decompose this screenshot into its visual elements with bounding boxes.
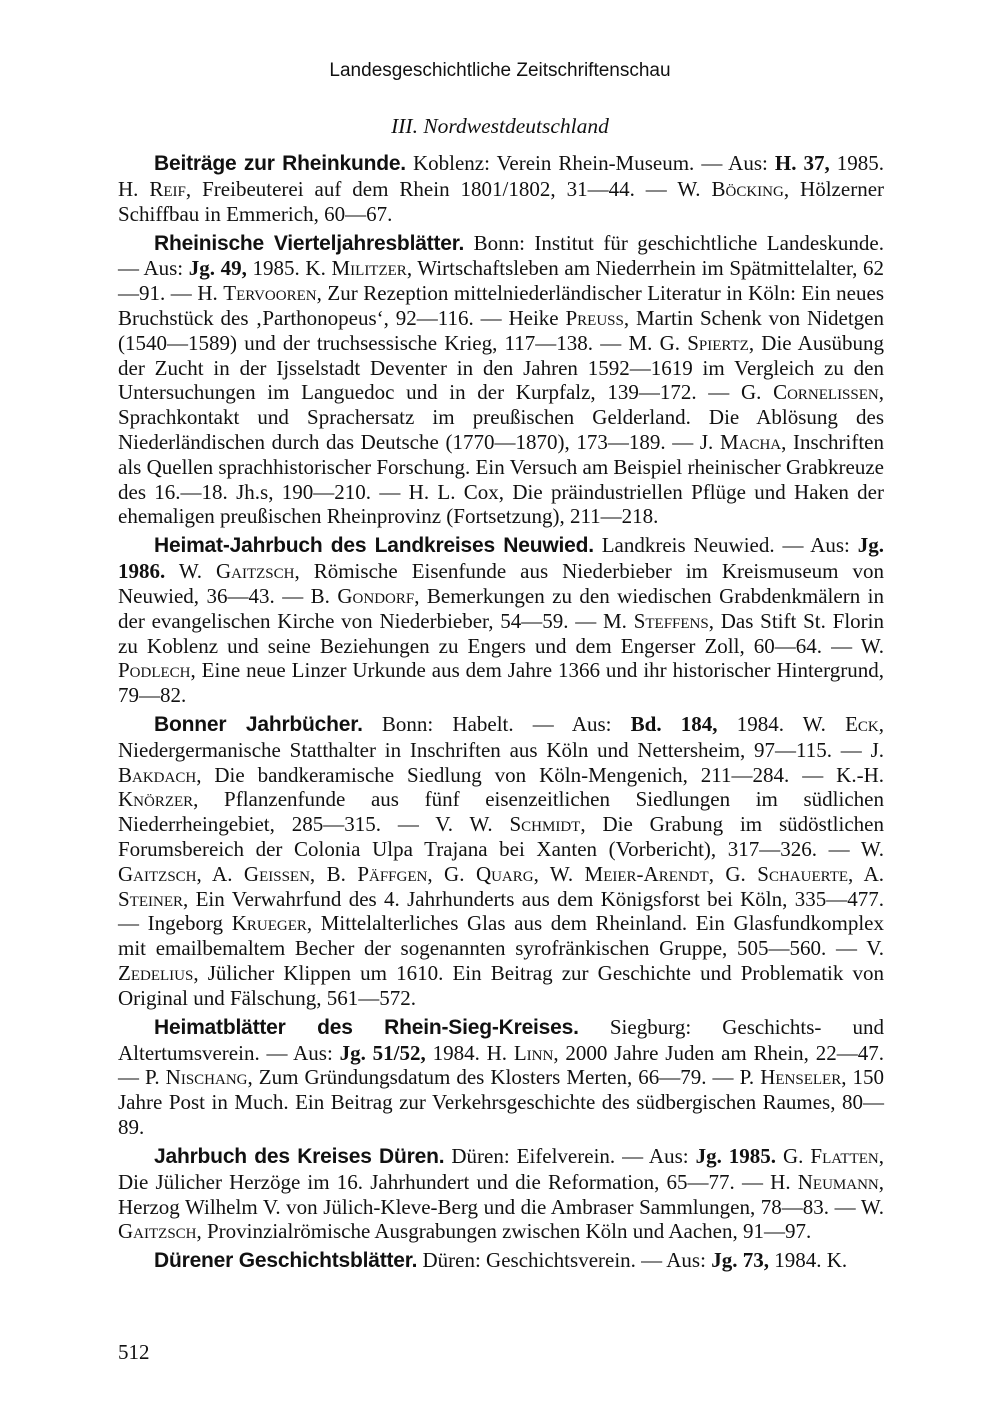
entry-text: , Provinzialrömische Ausgrabungen zwischen Köln und Aachen, 91—97.	[196, 1219, 812, 1244]
journal-entry-heimat-jahrbuch-neuwied	[118, 533, 884, 708]
author-name: Nischang	[165, 1065, 248, 1090]
running-head: Landesgeschichtliche Zeitschriftenschau	[329, 60, 671, 81]
entry-text: , Römische Eisenfunde aus Niederbieber im Kreismuseum von Neuwied, 36—43. — B.	[118, 559, 884, 608]
author-name: Tervooren	[223, 281, 317, 306]
entry-text: , Martin Schenk von Nidetgen (1540—1589) und der truchsessische Krieg, 117—138. — M. G.	[118, 305, 885, 355]
section-title: III. Nordwestdeutschland	[391, 114, 609, 138]
author-name: Gaitzsch	[215, 559, 295, 584]
author-name: Steiner	[118, 886, 183, 911]
entry-text: Landkreis Neuwied. — Aus:	[593, 533, 858, 558]
volume-ref: Jg. 1985.	[695, 1144, 777, 1169]
entry-text: Düren: Eifelverein. — Aus:	[444, 1144, 696, 1169]
author-name: Linn	[513, 1040, 554, 1065]
entry-text: 1984. W.	[717, 712, 846, 737]
journal-title: Heimatblätter des Rhein-Sieg-Kreises.	[154, 1015, 579, 1039]
author-name: Spiertz	[687, 330, 749, 355]
volume-ref: H. 37,	[774, 151, 830, 175]
author-name: Bakdach	[118, 762, 197, 787]
entry-text: , W.	[533, 861, 585, 886]
author-name: Quarg	[475, 861, 534, 886]
entry-text: , Zur Rezeption mittelniederländischer Literatur in Köln: Ein neues Bruchstück des ‚Parthonopeus‘, 92—116. — Heike	[118, 281, 884, 330]
journal-entry-jahrbuch-kreis-dueren	[118, 1144, 884, 1244]
entry-text: , Niedergermanische Statthalter in Inschriften aus Köln und Nettersheim, 97—115. — J.	[118, 712, 885, 762]
entry-text: , Eine neue Linzer Urkunde aus dem Jahre 1366 und ihr historischer Hintergrund, 79—82.	[118, 658, 884, 708]
entry-text: 1984. H.	[425, 1040, 514, 1065]
journal-entry-duerener-geschichtsblaetter	[118, 1248, 884, 1274]
entry-text: , A.	[196, 861, 244, 886]
volume-ref: Jg. 51/52,	[339, 1040, 426, 1065]
author-name: Gaitzsch	[118, 1219, 197, 1244]
author-name: Flatten	[810, 1144, 879, 1169]
author-name: Krueger	[231, 911, 307, 936]
entry-text: , Hölzerner Schiffbau in Emmerich, 60—67.	[118, 176, 885, 226]
entry-text: G.	[776, 1144, 811, 1169]
entry-text: , B.	[309, 861, 358, 886]
author-name: Podlech	[118, 658, 191, 683]
author-name: Militzer	[331, 256, 407, 281]
author-name: Cornelissen	[773, 380, 879, 405]
journal-entry-heimatblaetter-rhein-sieg	[118, 1015, 884, 1140]
journal-entry-rheinische-vierteljahresblaetter	[118, 231, 884, 530]
entry-text: , 2000 Jahre Juden am Rhein, 22—47. — P.	[118, 1040, 884, 1090]
entry-text: , Die Jülicher Herzöge im 16. Jahrhundert und die Reformation, 65—77. — H.	[118, 1144, 884, 1194]
author-name: Zedelius	[118, 961, 194, 986]
entry-text: 1985. K.	[246, 256, 332, 281]
volume-ref: Jg. 49,	[188, 256, 247, 281]
journal-entry-bonner-jahrbuecher	[118, 712, 884, 1011]
journal-entry-beitraege-zur-rheinkunde	[118, 151, 884, 226]
author-name: Böcking	[711, 176, 784, 201]
entry-text: 1984. K.	[768, 1248, 848, 1273]
entry-text: Düren: Geschichtsverein. — Aus:	[417, 1248, 712, 1273]
volume-ref: Jg. 1986.	[118, 533, 884, 584]
entry-text: , G.	[708, 861, 758, 886]
entry-text: , Die Grabung im südöstlichen Forumsbereich der Colonia Ulpa Trajana bei Xanten (Vorbericht), 317—326. — W.	[118, 812, 884, 862]
entry-text: 1985. H.	[118, 151, 884, 201]
author-name: Neumann	[797, 1169, 879, 1194]
page-number: 512	[118, 1340, 150, 1364]
entry-text: , Die bandkeramische Siedlung von Köln-Mengenich, 211—284. — K.-H.	[196, 762, 884, 787]
entry-text: Bonn: Habelt. — Aus:	[362, 712, 631, 737]
entry-text: , Pflanzenfunde aus fünf eisenzeitlichen Siedlungen im südlichen Niederrheingebiet, 285—315. — V. W.	[118, 787, 884, 837]
entry-text: , Jülicher Klippen um 1610. Ein Beitrag zur Geschichte und Problematik von Original und Fälschung, 561—572.	[118, 961, 884, 1010]
entry-text: , Ein Verwahrfund des 4. Jahrhunderts aus dem Königsforst bei Köln, 335—477. — Ingeborg	[118, 886, 884, 936]
entry-text: , Zum Gründungsdatum des Klosters Merten, 66—79. — P.	[247, 1065, 761, 1090]
journal-title: Dürener Geschichtsblätter.	[154, 1249, 418, 1273]
author-name: Reif	[149, 176, 186, 201]
author-name: Henseler	[760, 1065, 842, 1090]
entry-text: , Die Ausübung der Zucht in der Ijsselstadt Deventer in den Jahren 1592—1619 im Vergleich zu den Untersuchungen im Languedoc und in der Kurpfalz, 139—172. — G.	[118, 330, 885, 405]
author-name: Gondorf	[337, 583, 415, 608]
entry-text: Koblenz: Verein Rhein-Museum. — Aus:	[405, 151, 775, 175]
entry-text: , Freibeuterei auf dem Rhein 1801/1802, 31—44. — W.	[185, 176, 712, 201]
entry-text: , Sprachkontakt und Sprachersatz im preußischen Gelderland. Die Ablösung des Niederländischen durch das Deutsche (1770—1870), 173—189. — J.	[118, 380, 884, 454]
author-name: Preuss	[565, 305, 624, 330]
author-name: Schauerte	[757, 861, 849, 886]
entry-text: , 150 Jahre Post in Much. Ein Beitrag zur Verkehrsgeschichte des südbergischen Raumes, 80—89.	[118, 1065, 884, 1140]
author-name: Steffens	[633, 608, 709, 633]
journal-title: Bonner Jahrbücher.	[154, 713, 363, 737]
volume-ref: Jg. 73,	[711, 1248, 769, 1273]
entry-text: , Bemerkungen zu den wiedischen Grabdenkmälern in der evangelischen Kirche von Niederbieber, 54—59. — M.	[118, 583, 884, 633]
author-name: Macha	[719, 429, 782, 454]
author-name: Knörzer	[118, 787, 194, 812]
entry-text: , A.	[848, 861, 885, 886]
author-name: Eck	[845, 712, 879, 737]
author-name: Geissen	[243, 861, 310, 886]
entry-text: , Wirtschaftsleben am Niederrhein im Spätmittelalter, 62—91. — H.	[118, 256, 885, 306]
entry-text: , Herzog Wilhelm V. von Jülich-Kleve-Berg und die Ambraser Sammlungen, 78—83. — W.	[118, 1169, 884, 1219]
journal-title: Heimat-Jahrbuch des Landkreises Neuwied.	[154, 534, 594, 558]
entry-text: , Mittelalterliches Glas aus dem Rheinland. Ein Glasfundkomplex mit emailbemaltem Becher der sogenannten syrofränkischen Gruppe, 505—560. — V.	[118, 911, 885, 961]
entry-text: , G.	[427, 861, 476, 886]
journal-title: Jahrbuch des Kreises Düren.	[154, 1145, 445, 1169]
bibliography-list	[118, 151, 884, 1278]
entry-text: W.	[165, 559, 216, 584]
author-name: Schmidt	[509, 812, 581, 837]
entry-text: , Das Stift St. Florin zu Koblenz und seine Beziehungen zu Engers und dem Engerser Zoll, 60—64. — W.	[118, 608, 884, 658]
entry-text: Bonn: Institut für geschichtliche Landeskunde. — Aus:	[118, 230, 884, 281]
journal-title: Beiträge zur Rheinkunde.	[154, 152, 406, 175]
author-name: Päffgen	[357, 861, 428, 886]
journal-title: Rheinische Vierteljahresblätter.	[154, 231, 465, 255]
entry-text: Siegburg: Geschichts- und Altertumsverein. — Aus:	[118, 1014, 884, 1065]
volume-ref: Bd. 184,	[630, 712, 718, 737]
author-name: Meier-Arendt	[584, 861, 709, 886]
entry-text: , Inschriften als Quellen sprachhistorischer Forschung. Ein Versuch am Beispiel rheinischer Grabkreuze des 16.—18. Jh.s, 190—210. — H. L. Cox, Die präindustriellen Pflüge und Haken der ehemaligen preußischen Rheinprovinz (Fortsetzung), 211—218.	[118, 429, 884, 529]
author-name: Gaitzsch	[118, 861, 197, 886]
